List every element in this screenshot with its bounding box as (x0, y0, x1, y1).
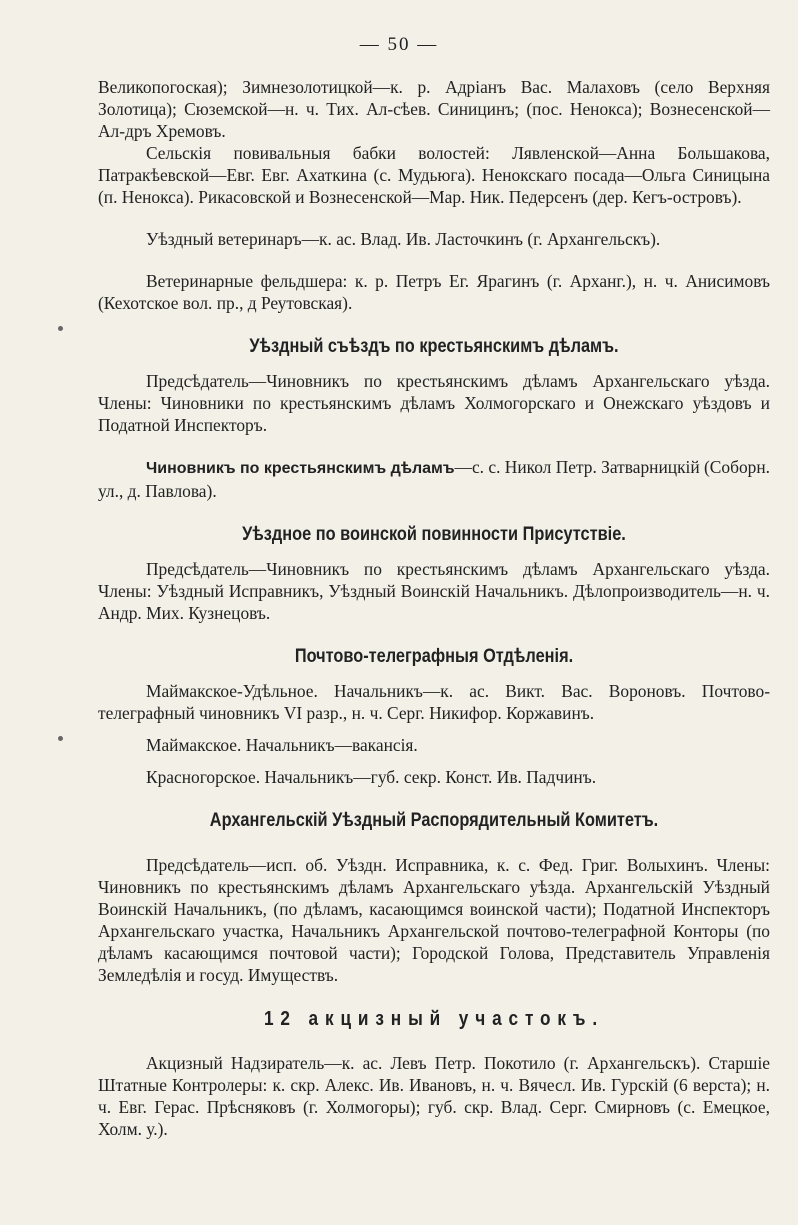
paragraph: Предсѣдатель—Чиновникъ по крестьянскимъ дѣламъ Архангельскаго уѣзда. Члены: Уѣздный Исправникъ, Уѣздный Воинскій Начальникъ. Дѣлопроизводитель—н. ч. Андр. Мих. Кузнецовъ. (98, 559, 770, 623)
paragraph (98, 456, 770, 502)
paragraph: Ветеринарные фельдшера: к. р. Петръ Ег. Ярагинъ (г. Арханг.), н. ч. Анисимовъ (Кехотское вол. пр., д Реутовская). (98, 271, 770, 313)
paragraph: Сельскія повивальныя бабки волостей: Лявленской—Анна Большакова, Патракѣевской—Евг. Евг. Ахаткина (с. Мудьюга). Ненокскаго посада—Ольга Синицына (п. Ненокса). Рикасовской и Вознесенской—Мар. Ник. Педерсенъ (дер. Кегъ-островъ). (98, 143, 770, 207)
paragraph-text: —с. с. Никол Петр. Затварницкій (Соборн. ул., д. Павлова). (98, 457, 770, 501)
section-heading: Уѣздное по воинской повинности Присутствіе. (242, 524, 626, 545)
paragraph: Акцизный Надзиратель—к. ас. Левъ Петр. Покотило (г. Архангельскъ). Старшіе Штатные Контролеры: к. скр. Алекс. Ив. Ивановъ, н. ч. Вячесл. Ив. Гурскій (6 верста); н. ч. Евг. Герас. Прѣсняковъ (г. Холмогоры); губ. скр. Влад. Серг. Смирновъ (с. Емецкое, Холм. у.). (98, 1053, 770, 1139)
punch-hole-mark (58, 736, 63, 741)
paragraph: Уѣздный ветеринаръ—к. ас. Влад. Ив. Ласточкинъ (г. Архангельскъ). (146, 229, 661, 249)
bold-lead: Чиновникъ по крестьянскимъ дѣламъ (146, 460, 455, 477)
paragraph: Предсѣдатель—исп. об. Уѣздн. Исправника, к. с. Фед. Григ. Волыхинъ. Члены: Чиновникъ по крестьянскимъ дѣламъ Архангельскаго уѣзда. Архангельскій Уѣздный Воинскій Начальникъ, (по дѣламъ, касающимся воинской части); Податной Инспекторъ Архангельскаго участка, Начальникъ Архангельской почтово-телеграфной Конторы (по дѣламъ касающимся почтовой части); Городской Голова, Представитель Управленія Земледѣлія и госуд. Имуществъ. (98, 855, 770, 985)
punch-hole-mark (58, 326, 63, 331)
section-heading: Архангельскій Уѣздный Распорядительный Комитетъ. (209, 810, 659, 831)
paragraph: Маймакское. Начальникъ—вакансія. (146, 735, 418, 755)
page-content (98, 76, 770, 1140)
paragraph: Маймакское-Удѣльное. Начальникъ—к. ас. Викт. Вас. Вороновъ. Почтово-телеграфный чиновникъ VI разр., н. ч. Серг. Никифор. Коржавинъ. (98, 681, 770, 723)
section-heading: Почтово-телеграфныя Отдѣленія. (294, 646, 574, 667)
paragraph: Красногорское. Начальникъ—губ. секр. Конст. Ив. Падчинъ. (146, 767, 597, 787)
paragraph: Предсѣдатель—Чиновникъ по крестьянскимъ дѣламъ Архангельскаго уѣзда. Члены: Чиновники по крестьянскимъ дѣламъ Холмогорскаго и Онежскаго уѣздовъ и Податной Инспекторъ. (98, 371, 770, 435)
section-heading: Уѣздный съѣздъ по крестьянскимъ дѣламъ. (249, 336, 619, 357)
section-heading: 12 акцизный участокъ. (263, 1008, 604, 1030)
page-number: — 50 — (359, 34, 439, 55)
paragraph: Великопогоская); Зимнезолотицкой—к. р. Адріанъ Вас. Малаховъ (село Верхняя Золотица); Сюземской—н. ч. Тих. Ал-сѣев. Синицинъ; (пос. Ненокса); Вознесенской—Ал-дръ Хремовъ. (98, 77, 770, 141)
